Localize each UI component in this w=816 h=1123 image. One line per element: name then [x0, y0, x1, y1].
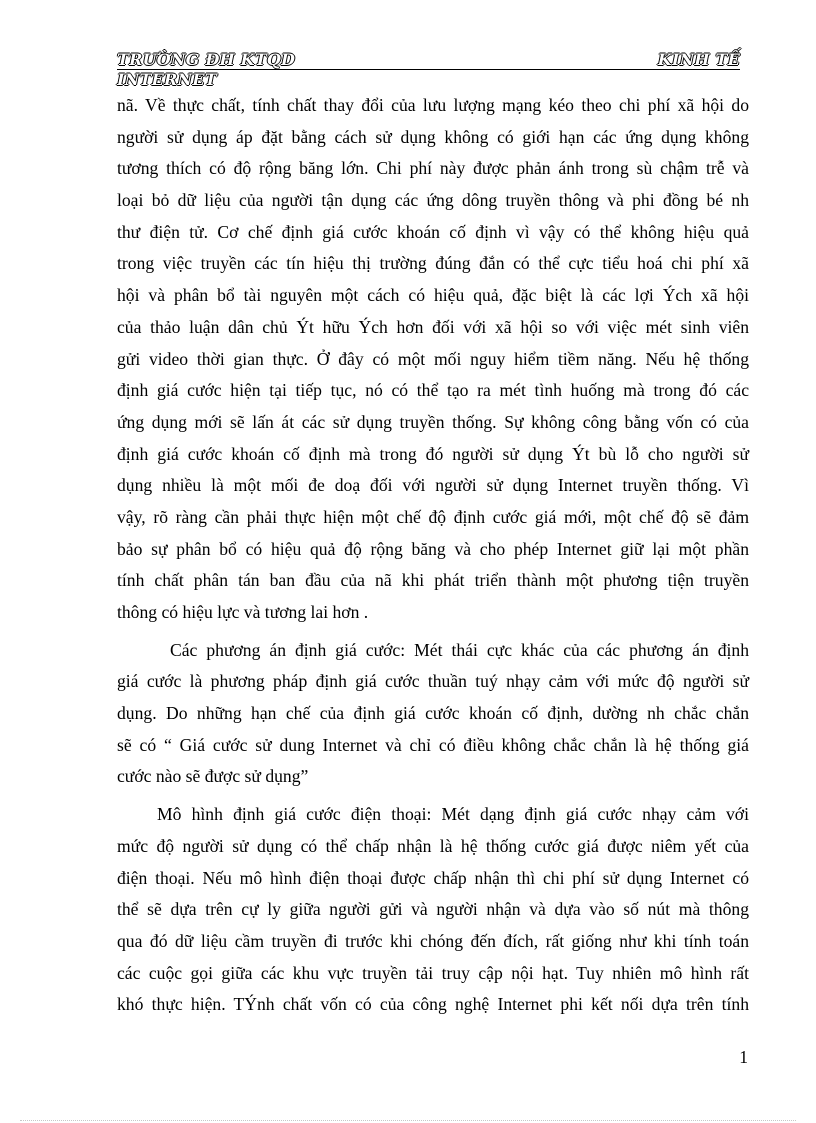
text-line: vậy, rõ ràng cần phải thực hiện một chế độ định cước giá mới, một chế độ sẽ đảm: [117, 506, 749, 527]
paragraph: [117, 90, 749, 629]
text-line: nã. Về thực chất, tính chất thay đổi của lưu lượng mạng kéo theo chi phí xã hội do: [117, 95, 749, 115]
text-line: mức độ người sử dụng có thể chấp nhận là hệ thống cước giá được niêm yết của: [117, 835, 749, 856]
text-line: gửi video thời gian thực. Ở đây có một mối nguy hiểm tiềm năng. Nếu hệ thống: [117, 348, 749, 369]
text-line: định giá cước khoán cố định mà trong đó người sử dụng Ýt bù lỗ cho người sử: [117, 443, 749, 464]
text-line: các cuộc gọi giữa các khu vực truyền tải truy cập nội hạt. Tuy nhiên mô hình rất: [117, 962, 749, 983]
text-line: hội và phân bổ tài nguyên một cách có hiệu quả, đặc biệt là các lợi Ých xã hội: [117, 285, 749, 306]
text-line: tương thích có độ rộng băng lớn. Chi phí này được phản ánh trong sù chậm trễ và: [117, 158, 749, 179]
text-line: của thảo luận dân chủ Ýt hữu Ých hơn đối với xã hội so với việc mét sinh viên: [117, 316, 749, 337]
header-university-title: TRƯỜNG ĐH KTQD: [117, 50, 296, 69]
text-line: thông có hiệu lực và tương lai hơn .: [117, 602, 369, 622]
text-line: Mô hình định giá cước điện thoại: Mét dạng định giá cước nhạy cảm với: [157, 804, 749, 825]
text-line: Các phương án định giá cước: Mét thái cực khác của các phương án định: [170, 639, 749, 660]
text-line: dụng nhiều là một mối đe doạ đối với người sử dụng Internet truyền thống. Vì: [117, 475, 749, 496]
header-subject-title: INTERNET: [117, 70, 217, 89]
text-line: khó thực hiện. TÝnh chất vốn có của công nghệ Internet phi kết nối dựa trên tính: [117, 994, 749, 1015]
text-line: thư điện tử. Cơ chế định giá cước khoán cố định vì vậy có thể không hiệu quả: [117, 221, 749, 242]
page-header: [117, 48, 740, 88]
text-line: điện thoại. Nếu mô hình điện thoại được chấp nhận thì chi phí sử dụng Internet có: [117, 867, 749, 888]
text-line: tính chất phân tán ban đầu của nã khi phát triển thành một phương tiện truyền: [117, 570, 749, 591]
text-line: loại bỏ dữ liệu của người tận dụng các ứng dông truyền thông và phi đồng bé nh: [117, 190, 749, 211]
text-line: thể sẽ dựa trên cự ly giữa người gửi và người nhận và dựa vào số nút mà thông: [117, 899, 749, 920]
text-line: ứng dụng mới sẽ lấn át các sử dụng truyền thống. Sự không công bằng vốn có của: [117, 411, 749, 432]
text-line: trong việc truyền các tín hiệu thị trường đúng đắn có thể cực tiểu hoá chi phí xã: [117, 253, 749, 274]
text-line: định giá cước hiện tại tiếp tục, nó có thể tạo ra mét tình huống mà trong đó các: [117, 380, 749, 401]
body-text: [117, 90, 749, 1021]
page-bottom-border: [20, 1120, 796, 1121]
text-line: giá cước là phương pháp định giá cước thuần tuý nhạy cảm với mức độ người sử: [117, 671, 749, 692]
page-number: 1: [739, 1047, 748, 1067]
text-line: qua đó dữ liệu cầm truyền đi trước khi chóng đến đích, rất giống như khi tính toán: [117, 930, 749, 951]
paragraph: [117, 799, 749, 1021]
text-line: người sử dụng áp đặt bằng cách sử dụng không có giới hạn các ứng dụng không: [117, 126, 749, 147]
text-line: bảo sự phân bổ có hiệu quả độ rộng băng và cho phép Internet giữ lại một phần: [117, 538, 749, 559]
text-line: dụng. Do những hạn chế của định giá cước khoán cố định, dường nh chắc chắn: [117, 703, 749, 724]
text-line: sẽ có “ Giá cước sử dung Internet và chỉ có điều không chắc chắn là hệ thống giá: [117, 734, 749, 755]
header-faculty-title: KINH TẾ: [657, 50, 740, 69]
text-line: cước nào sẽ được sử dụng”: [117, 766, 309, 787]
paragraph: [117, 635, 749, 793]
